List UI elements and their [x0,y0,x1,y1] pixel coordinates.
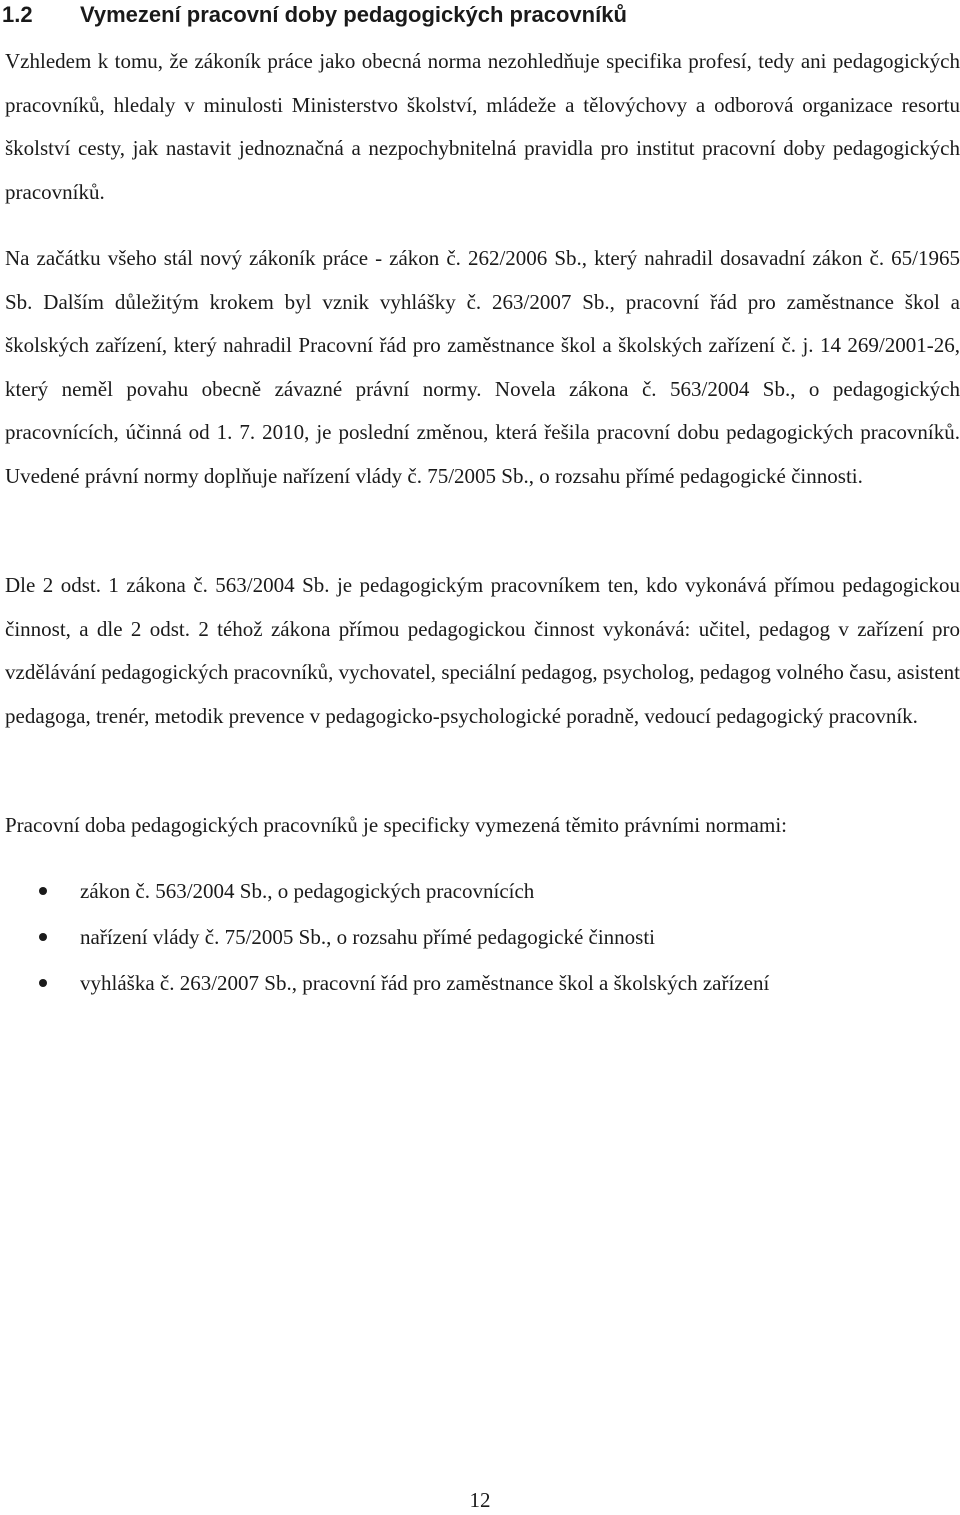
list-item-text: zákon č. 563/2004 Sb., o pedagogických pracovnících [80,879,535,903]
bullet-icon [39,933,47,941]
legal-norms-list [0,868,960,1006]
section-number: 1.2 [2,2,33,27]
list-item-text: vyhláška č. 263/2007 Sb., pracovní řád pro zaměstnance škol a školských zařízení [80,971,770,995]
section-title: Vymezení pracovní doby pedagogických pracovníků [80,2,627,27]
list-item [0,868,960,914]
page-number: 12 [469,1488,491,1512]
paragraph-norms-intro: Pracovní doba pedagogických pracovníků je specificky vymezená těmito právními normami: [5,813,788,837]
paragraph-definition: Dle 2 odst. 1 zákona č. 563/2004 Sb. je pedagogickým pracovníkem ten, kdo vykonává přímou pedagogickou činnost, a dle 2 odst. 2 téhož zákona přímou pedagogickou činnost vykonává: učitel, pedagog v zařízení pro vzdělávání pedagogických pracovníků, vychovatel, speciální pedagog, psycholog, pedagog volného času, asistent pedagoga, trenér, metodik prevence v pedagogicko-psychologické poradně, vedoucí pedagogický pracovník. [5,573,960,728]
paragraph-intro: Vzhledem k tomu, že zákoník práce jako obecná norma nezohledňuje specifika profesí, tedy ani pedagogických pracovníků, hledaly v minulosti Ministerstvo školství, mládeže a tělovýchovy a odborová organizace resortu školství cesty, jak nastavit jednoznačná a nezpochybnitelná pravidla pro institut pracovní doby pedagogických pracovníků. [5,49,960,204]
list-item [0,914,960,960]
bullet-icon [39,887,47,895]
section-heading [2,0,627,30]
list-item-text: nařízení vlády č. 75/2005 Sb., o rozsahu přímé pedagogické činnosti [80,925,656,949]
bullet-icon [39,979,47,987]
paragraph-legislation-history: Na začátku všeho stál nový zákoník práce - zákon č. 262/2006 Sb., který nahradil dosavadní zákon č. 65/1965 Sb. Dalším důležitým krokem byl vznik vyhlášky č. 263/2007 Sb., pracovní řád pro zaměstnance škol a školských zařízení, který nahradil Pracovní řád pro zaměstnance škol a školských zařízení č. j. 14 269/2001-26, který neměl povahu obecně závazné právní normy. Novela zákona č. 563/2004 Sb., o pedagogických pracovnících, účinná od 1. 7. 2010, je poslední změnou, která řešila pracovní dobu pedagogických pracovníků. Uvedené právní normy doplňuje nařízení vlády č. 75/2005 Sb., o rozsahu přímé pedagogické činnosti. [5,246,960,488]
list-item [0,960,960,1006]
